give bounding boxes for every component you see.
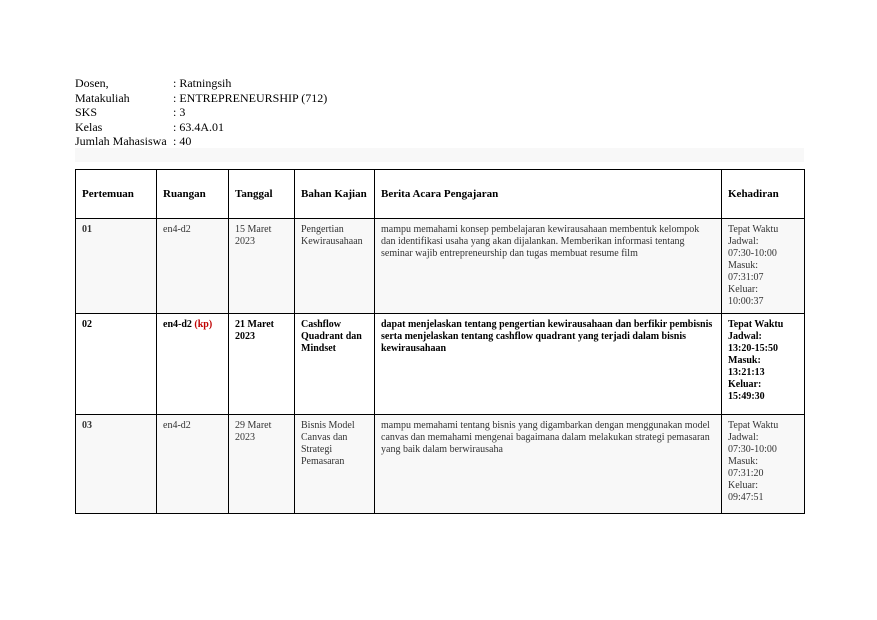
check-in-label: Masuk:	[728, 260, 758, 271]
check-out-label: Keluar:	[728, 284, 758, 295]
check-in-label: Masuk:	[728, 355, 761, 366]
info-matakuliah	[75, 91, 327, 106]
cell-ruangan	[157, 314, 229, 415]
cell-kehadiran	[722, 415, 805, 514]
cell-pertemuan: 02	[76, 314, 157, 415]
cell-tanggal: 21 Maret 2023	[229, 314, 295, 415]
cell-ruangan	[157, 415, 229, 514]
cell-berita-acara: dapat menjelaskan tentang pengertian kewirausahaan dan berfikir pembisnis serta menjelaskan tentang cashflow quadrant yang terjadi dalam bisnis kewirausahaan	[375, 314, 722, 415]
info-dosen	[75, 76, 327, 91]
check-out-label: Keluar:	[728, 379, 762, 390]
cell-berita-acara: mampu memahami konsep pembelajaran kewirausahaan membentuk kelompok dan identifikasi usaha yang akan dijalankan. Memberikan informasi tentang seminar wajib entrepreneurship dan tugas membuat resume film	[375, 219, 722, 314]
attendance-table	[75, 169, 805, 514]
cell-tanggal: 15 Maret 2023	[229, 219, 295, 314]
info-value: : 40	[173, 134, 192, 148]
check-out-label: Keluar:	[728, 480, 758, 491]
cell-pertemuan: 03	[76, 415, 157, 514]
attendance-status: Tepat Waktu	[728, 319, 784, 330]
info-jumlah-mahasiswa	[75, 134, 327, 149]
course-info	[75, 76, 327, 149]
info-value: : 63.4A.01	[173, 119, 224, 134]
cell-bahan-kajian: Cashflow Quadrant dan Mindset	[295, 314, 375, 415]
cell-kehadiran	[722, 219, 805, 314]
info-sks	[75, 105, 327, 120]
cell-bahan-kajian: Pengertian Kewirausahaan	[295, 219, 375, 314]
check-in-time: 07:31:20	[728, 468, 764, 479]
room-code: en4-d2	[163, 224, 191, 235]
schedule-label: Jadwal:	[728, 236, 759, 247]
cell-pertemuan: 01	[76, 219, 157, 314]
header-bahan-kajian: Bahan Kajian	[295, 170, 375, 219]
room-tag: (kp)	[194, 319, 213, 330]
header-tanggal: Tanggal	[229, 170, 295, 219]
schedule-time: 07:30-10:00	[728, 444, 777, 455]
check-out-time: 10:00:37	[728, 296, 764, 307]
table-row	[76, 415, 805, 514]
divider-band	[75, 148, 804, 162]
table-header-row	[76, 170, 805, 219]
info-value: : Ratningsih	[173, 76, 232, 90]
schedule-label: Jadwal:	[728, 432, 759, 443]
schedule-time: 13:20-15:50	[728, 343, 778, 354]
info-label: Dosen,	[75, 76, 109, 90]
schedule-time: 07:30-10:00	[728, 248, 777, 259]
header-berita-acara: Berita Acara Pengajaran	[375, 170, 722, 219]
info-value: : 3	[173, 105, 186, 119]
attendance-status: Tepat Waktu	[728, 420, 779, 431]
cell-tanggal: 29 Maret 2023	[229, 415, 295, 514]
room-code: en4-d2	[163, 319, 192, 330]
info-label: SKS	[75, 105, 98, 119]
table-row	[76, 219, 805, 314]
cell-ruangan	[157, 219, 229, 314]
check-in-label: Masuk:	[728, 456, 758, 467]
cell-bahan-kajian: Bisnis Model Canvas dan Strategi Pemasaran	[295, 415, 375, 514]
check-out-time: 09:47:51	[728, 492, 764, 503]
check-in-time: 13:21:13	[728, 367, 765, 378]
check-in-time: 07:31:07	[728, 272, 764, 283]
header-ruangan: Ruangan	[157, 170, 229, 219]
info-value: : ENTREPRENEURSHIP (712)	[173, 90, 328, 105]
schedule-label: Jadwal:	[728, 331, 762, 342]
info-label: Jumlah Mahasiswa	[75, 134, 167, 148]
info-label: Matakuliah	[75, 90, 130, 105]
attendance-status: Tepat Waktu	[728, 224, 779, 235]
header-kehadiran: Kehadiran	[722, 170, 805, 219]
cell-kehadiran	[722, 314, 805, 415]
info-kelas	[75, 120, 327, 135]
table-row	[76, 314, 805, 415]
cell-berita-acara: mampu memahami tentang bisnis yang digambarkan dengan menggunakan model canvas dan memahami mengenai bagaimana dalam melakukan strategi pemasaran yang baik dalam berwirausaha	[375, 415, 722, 514]
info-label: Kelas	[75, 119, 103, 134]
room-code: en4-d2	[163, 420, 191, 431]
header-pertemuan: Pertemuan	[76, 170, 157, 219]
check-out-time: 15:49:30	[728, 391, 765, 402]
